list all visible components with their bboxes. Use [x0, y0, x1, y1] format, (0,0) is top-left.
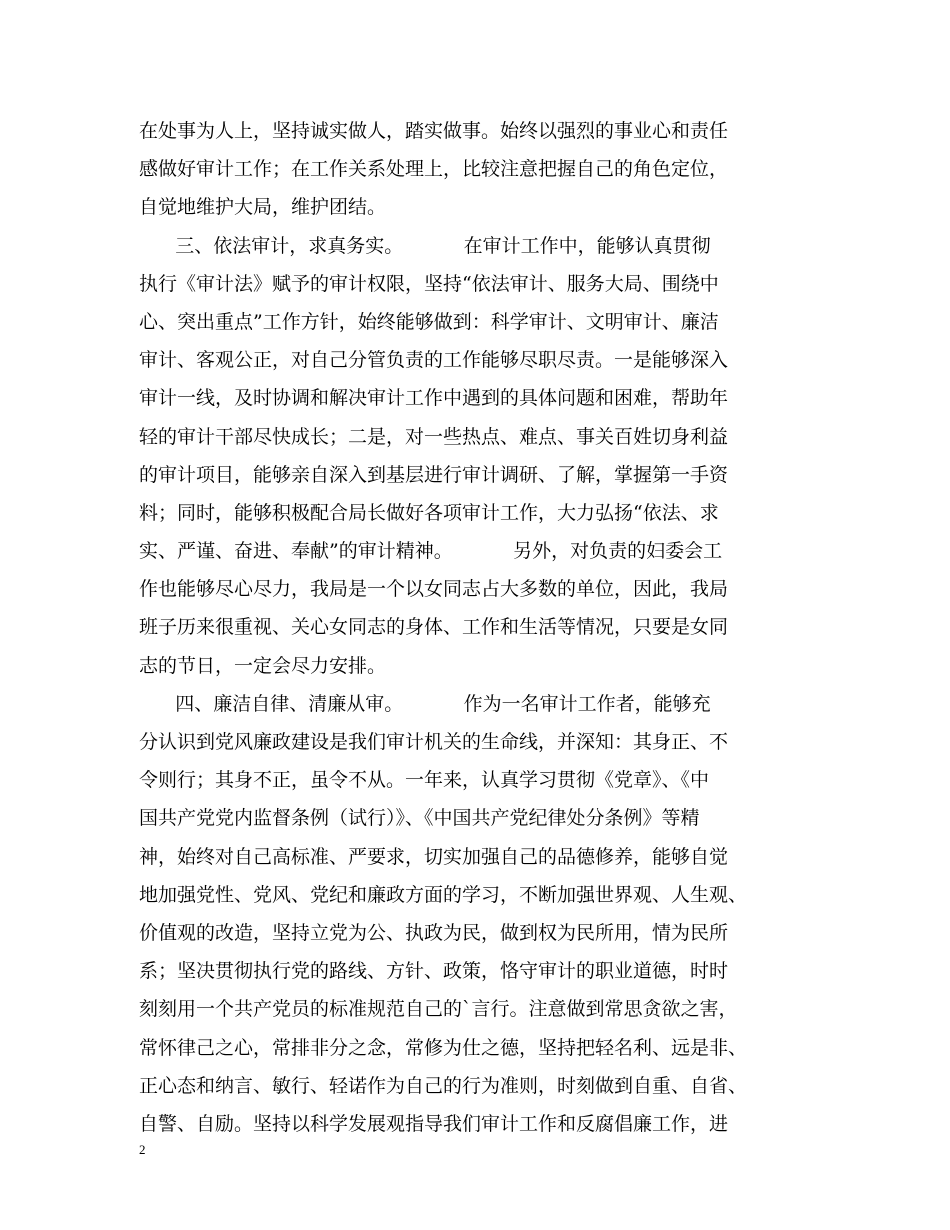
text-line: 审计一线，及时协调和解决审计工作中遇到的具体问题和困难，帮助年	[139, 387, 729, 410]
text-line: 分认识到党风廉政建设是我们审计机关的生命线，并深知：其身正、不	[139, 731, 729, 753]
body-text	[139, 112, 819, 1143]
text-line: 国共产党党内监督条例（试行）》、《中国共产党纪律处分条例》等精	[139, 807, 700, 830]
page-number: 2	[139, 1142, 146, 1157]
text-line: 轻的审计干部尽快成长；二是，对一些热点、难点、事关百姓切身利益	[139, 425, 729, 448]
section-heading-line: 四、廉洁自律、清廉从审。 作为一名审计工作者，能够充	[139, 692, 711, 715]
text-line: 正心态和纳言、敏行、轻诺作为自己的行为准则，时刻做到自重、自省、	[139, 1074, 748, 1097]
text-line: 自觉地维护大局，维护团结。	[139, 196, 387, 219]
text-line: 班子历来很重视、关心女同志的身体、工作和生活等情况，只要是女同	[139, 616, 729, 639]
text-line: 实、严谨、奋进、奉献”的审计精神。 另外，对负责的妇委会工	[139, 540, 723, 563]
text-line: 自警、自励。坚持以科学发展观指导我们审计工作和反腐倡廉工作，进	[139, 1112, 729, 1135]
text-line: 常怀律己之心，常排非分之念，常修为仕之德，坚持把轻名利、远是非、	[139, 1036, 748, 1059]
text-line: 价值观的改造，坚持立党为公、执政为民，做到权为民所用，情为民所	[139, 921, 729, 944]
text-line: 作也能够尽心尽力，我局是一个以女同志占大多数的单位，因此，我局	[139, 578, 729, 601]
text-line: 执行《审计法》赋予的审计权限，坚持“依法审计、服务大局、围绕中	[139, 272, 719, 295]
text-line: 系；坚决贯彻执行党的路线、方针、政策，恪守审计的职业道德，时时	[139, 960, 729, 983]
text-line: 心、突出重点”工作方针，始终能够做到：科学审计、文明审计、廉洁	[139, 310, 719, 333]
text-line: 志的节日，一定会尽力安排。	[139, 654, 387, 677]
text-line: 感做好审计工作；在工作关系处理上，比较注意把握自己的角色定位，	[139, 158, 729, 181]
text-line: 令则行；其身不正，虽令不从。一年来，认真学习贯彻《党章》、《中	[139, 769, 710, 792]
text-line: 刻刻用一个共产党员的标准规范自己的`言行。注意做到常思贪欲之害，	[139, 998, 738, 1021]
text-line: 的审计项目，能够亲自深入到基层进行审计调研、了解，掌握第一手资	[139, 463, 729, 486]
text-line: 料；同时，能够积极配合局长做好各项审计工作，大力弘扬“依法、求	[139, 501, 719, 524]
text-line: 地加强党性、党风、党纪和廉政方面的学习，不断加强世界观、人生观、	[139, 883, 748, 906]
text-line: 在处事为人上，坚持诚实做人，踏实做事。始终以强烈的事业心和责任	[139, 120, 729, 142]
text-line: 审计、客观公正，对自己分管负责的工作能够尽职尽责。一是能够深入	[139, 349, 729, 372]
section-heading-line: 三、依法审计，求真务实。 在审计工作中，能够认真贯彻	[139, 234, 711, 257]
text-line: 神，始终对自己高标准、严要求，切实加强自己的品德修养，能够自觉	[139, 845, 729, 868]
